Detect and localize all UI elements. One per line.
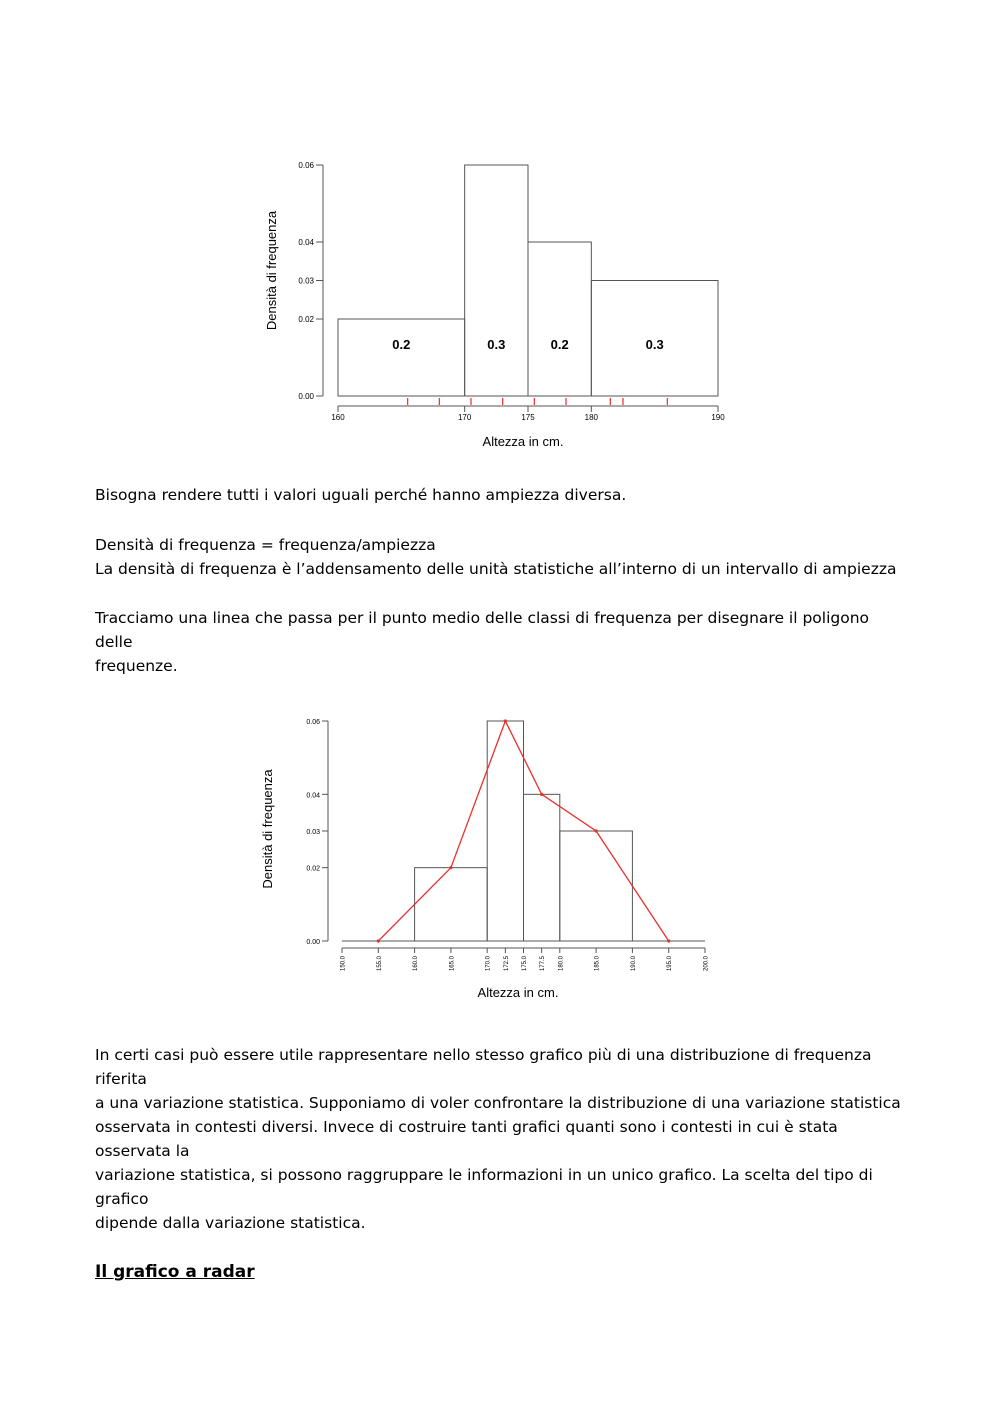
x-tick-label: 177.5 — [540, 956, 547, 972]
y-tick-label: 0.04 — [298, 238, 314, 247]
paragraph-line: a una variazione statistica. Supponiamo di voler confrontare la distribuzione di una variazione statistica — [95, 1094, 901, 1112]
polygon-point — [540, 793, 543, 796]
x-tick-label: 185.0 — [594, 956, 601, 972]
y-tick-label: 0.02 — [306, 865, 320, 873]
x-tick-label: 170 — [457, 413, 472, 422]
x-tick-label: 172.5 — [503, 956, 510, 972]
paragraph-line: frequenze. — [95, 657, 178, 675]
bar-label: 0.2 — [392, 337, 411, 352]
polygon-point — [377, 939, 380, 942]
x-tick-label: 175 — [521, 413, 535, 422]
y-tick-label: 0.00 — [306, 939, 320, 946]
histogram-bar — [528, 242, 591, 396]
y-tick-label: 0.06 — [298, 161, 314, 170]
histogram-svg — [250, 150, 750, 460]
histogram-bar — [465, 165, 528, 396]
y-tick-label: 0.06 — [306, 719, 320, 726]
paragraph-multiple-distributions — [95, 1043, 905, 1235]
paragraph-frequency-polygon — [95, 606, 905, 678]
x-tick-label: 170.0 — [485, 956, 492, 972]
polygon-point — [667, 939, 670, 942]
y-tick-label: 0.00 — [298, 392, 314, 401]
x-tick-label: 190.0 — [630, 956, 637, 972]
x-tick-label: 165.0 — [449, 956, 456, 972]
paragraph-line: Tracciamo una linea che passa per il punto medio delle classi di frequenza per disegnare il poligono delle — [95, 609, 870, 651]
paragraph-line: Bisogna rendere tutti i valori uguali perché hanno ampiezza diversa. — [95, 486, 627, 504]
histogram-chart — [250, 150, 750, 460]
frequency-polygon-chart — [250, 705, 750, 1010]
bar-label: 0.3 — [487, 337, 506, 352]
histogram-bar — [415, 868, 488, 941]
x-tick-label: 180.0 — [558, 956, 565, 972]
x-axis-title: Altezza in cm. — [482, 434, 564, 449]
x-tick-label: 175.0 — [522, 956, 528, 972]
bar-label: 0.2 — [550, 337, 569, 352]
polygon-point — [504, 719, 507, 722]
section-heading-radar: Il grafico a radar — [95, 1262, 255, 1282]
paragraph-line: osservata in contesti diversi. Invece di costruire tanti grafici quanti sono i contesti in cui è stata osservata la — [95, 1118, 838, 1160]
density-description: La densità di frequenza è l’addensamento delle unità statistiche all’interno di un intervallo di ampiezza — [95, 560, 897, 578]
x-tick-label: 160 — [331, 413, 345, 422]
bar-label: 0.3 — [645, 337, 664, 352]
x-tick-label: 190 — [711, 413, 725, 422]
histogram-bar — [560, 831, 633, 941]
y-tick-label: 0.02 — [298, 315, 314, 324]
x-tick-label: 180 — [584, 413, 599, 422]
x-tick-label: 200.0 — [703, 956, 710, 972]
y-tick-label: 0.03 — [306, 829, 320, 836]
paragraph-line: variazione statistica, si possono raggruppare le informazioni in un unico grafico. La scelta del tipo di grafico — [95, 1166, 873, 1208]
y-tick-label: 0.04 — [306, 792, 320, 800]
polygon-point — [449, 866, 452, 869]
y-axis-title: Densità di frequenza — [260, 769, 275, 889]
histogram-bar — [338, 319, 465, 396]
polygon-point — [595, 829, 598, 832]
x-tick-label: 155.0 — [376, 956, 383, 972]
x-axis-title: Altezza in cm. — [477, 985, 559, 1000]
frequency-polygon-svg — [250, 705, 750, 1010]
paragraph-density-definition — [95, 533, 905, 581]
x-tick-label: 150.0 — [340, 956, 347, 972]
x-tick-label: 195.0 — [667, 956, 674, 972]
y-axis-title: Densità di frequenza — [264, 210, 279, 331]
paragraph-line: In certi casi può essere utile rappresentare nello stesso grafico più di una distribuzione di frequenza riferita — [95, 1046, 872, 1088]
density-formula: Densità di frequenza = frequenza/ampiezza — [95, 536, 436, 554]
paragraph-unequal-widths — [95, 483, 905, 507]
y-tick-label: 0.03 — [298, 276, 314, 286]
x-tick-label: 160.0 — [413, 956, 420, 972]
histogram-bar — [524, 794, 560, 941]
paragraph-line: dipende dalla variazione statistica. — [95, 1214, 366, 1232]
